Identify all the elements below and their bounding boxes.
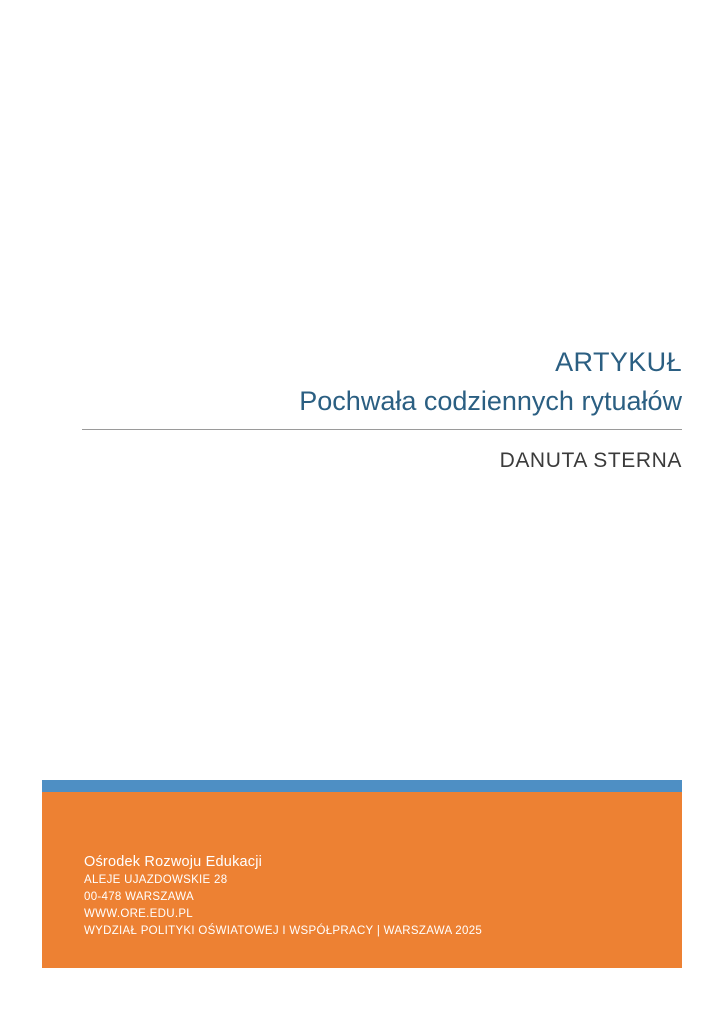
address-line-1: ALEJE UJAZDOWSKIE 28 [84,874,228,886]
website-line: WWW.ORE.EDU.PL [84,908,193,920]
page-title: Pochwała codziennych rytuałów [299,386,682,416]
title-divider [82,429,682,430]
footer-text-block [84,852,482,940]
title-block [82,345,682,474]
address-line-2: 00-478 WARSZAWA [84,891,194,903]
footer-body [42,792,682,968]
footer-accent-stripe [42,780,682,792]
footer-band [42,780,682,968]
department-line: WYDZIAŁ POLITYKI OŚWIATOWEJ I WSPÓŁPRACY | WARSZAWA 2025 [84,925,483,937]
organization-name: Ośrodek Rozwoju Edukacji [84,854,263,870]
document-author: DANUTA STERNA [499,449,682,472]
document-kind-label: ARTYKUŁ [555,347,682,377]
